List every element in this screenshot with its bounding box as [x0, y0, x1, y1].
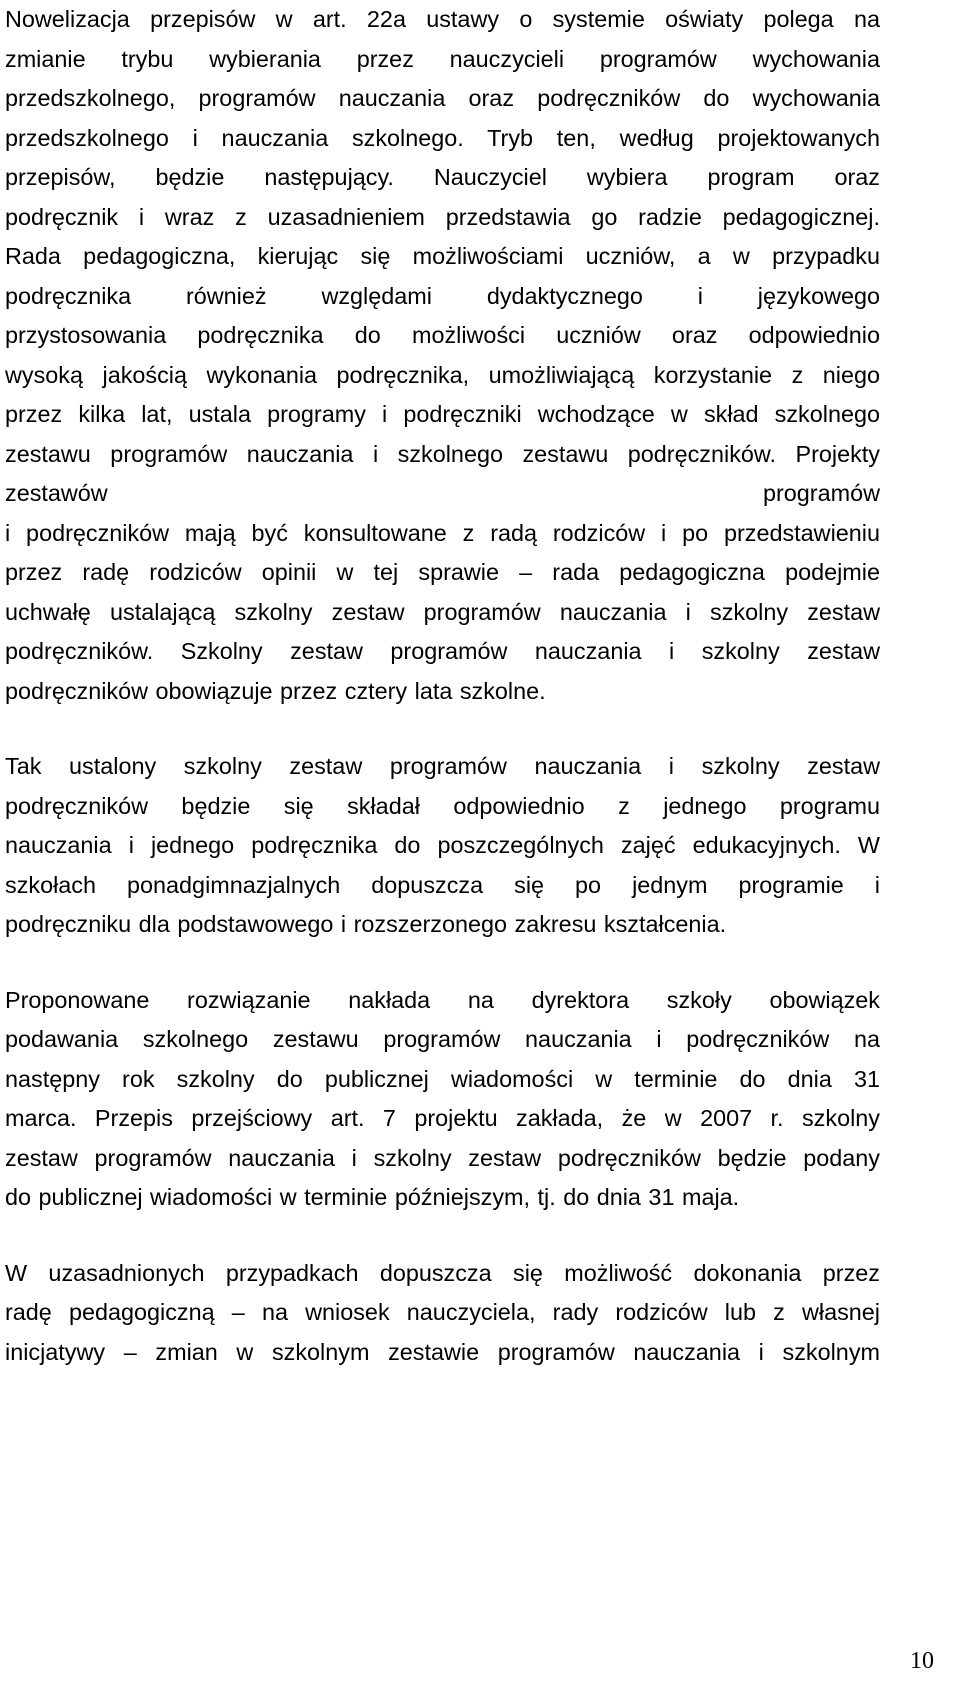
- text-line: Nowelizacja przepisów w art. 22a ustawy o systemie oświaty polega na: [5, 6, 880, 32]
- text-line: podawania szkolnego zestawu programów nauczania i podręczników na: [5, 1026, 880, 1052]
- text-line: szkołach ponadgimnazjalnych dopuszcza się po jednym programie i: [5, 871, 880, 898]
- text-line: wysoką jakością wykonania podręcznika, umożliwiającą korzystanie z niego: [5, 361, 880, 388]
- text-line: zmianie trybu wybierania przez nauczycieli programów wychowania: [5, 45, 880, 72]
- paragraph-4: [5, 1254, 880, 1373]
- text-line: podręcznik i wraz z uzasadnieniem przedstawia go radzie pedagogicznej.: [5, 203, 880, 230]
- paragraph-2: [5, 747, 880, 945]
- text-line: przedszkolnego, programów nauczania oraz podręczników do wychowania: [5, 85, 880, 111]
- text-line: przepisów, będzie następujący. Nauczyciel wybiera program oraz: [5, 164, 880, 190]
- text-line: W uzasadnionych przypadkach dopuszcza się możliwość dokonania przez: [5, 1259, 880, 1286]
- paragraph-3: [5, 981, 880, 1218]
- paragraph-1: [5, 0, 880, 711]
- text-line: Rada pedagogiczna, kierując się możliwościami uczniów, a w przypadku: [5, 243, 880, 269]
- text-line: i podręczników mają być konsultowane z radą rodziców i po przedstawieniu: [5, 519, 880, 546]
- text-line: zestaw programów nauczania i szkolny zestaw podręczników będzie podany: [5, 1144, 880, 1171]
- text-line: przez kilka lat, ustala programy i podręczniki wchodzące w skład szkolnego: [5, 401, 880, 427]
- paragraph-gap: [5, 711, 880, 747]
- text-line: inicjatywy – zmian w szkolnym zestawie programów nauczania i szkolnym: [5, 1338, 880, 1365]
- page-number: 10: [910, 1648, 934, 1674]
- text-line: Proponowane rozwiązanie nakłada na dyrektora szkoły obowiązek: [5, 986, 880, 1013]
- text-line: nauczania i jednego podręcznika do poszczególnych zajęć edukacyjnych. W: [5, 832, 880, 858]
- text-line: podręczników obowiązuje przez cztery lata szkolne.: [5, 677, 546, 704]
- text-line: podręczników. Szkolny zestaw programów nauczania i szkolny zestaw: [5, 638, 880, 664]
- text-line: przez radę rodziców opinii w tej sprawie – rada pedagogiczna podejmie: [5, 559, 880, 585]
- text-line: przedszkolnego i nauczania szkolnego. Tryb ten, według projektowanych: [5, 124, 880, 151]
- text-line: radę pedagogiczną – na wniosek nauczyciela, rady rodziców lub z własnej: [5, 1299, 880, 1325]
- text-line: marca. Przepis przejściowy art. 7 projektu zakłada, że w 2007 r. szkolny: [5, 1105, 880, 1131]
- paragraph-gap: [5, 945, 880, 981]
- text-line: podręcznika również względami dydaktycznego i językowego: [5, 282, 880, 309]
- text-line: do publicznej wiadomości w terminie późniejszym, tj. do dnia 31 maja.: [5, 1184, 740, 1210]
- text-line: podręczniku dla podstawowego i rozszerzonego zakresu kształcenia.: [5, 911, 727, 937]
- text-line: Tak ustalony szkolny zestaw programów nauczania i szkolny zestaw: [5, 753, 880, 779]
- paragraph-gap: [5, 1218, 880, 1254]
- text-line: przystosowania podręcznika do możliwości uczniów oraz odpowiednio: [5, 322, 880, 348]
- text-line: zestawu programów nauczania i szkolnego zestawu podręczników. Projekty: [5, 440, 880, 467]
- text-line: zestawów programów: [5, 480, 880, 506]
- document-page: [5, 0, 880, 1372]
- text-line: podręczników będzie się składał odpowiednio z jednego programu: [5, 792, 880, 819]
- text-line: następny rok szkolny do publicznej wiadomości w terminie do dnia 31: [5, 1065, 880, 1092]
- text-line: uchwałę ustalającą szkolny zestaw programów nauczania i szkolny zestaw: [5, 598, 880, 625]
